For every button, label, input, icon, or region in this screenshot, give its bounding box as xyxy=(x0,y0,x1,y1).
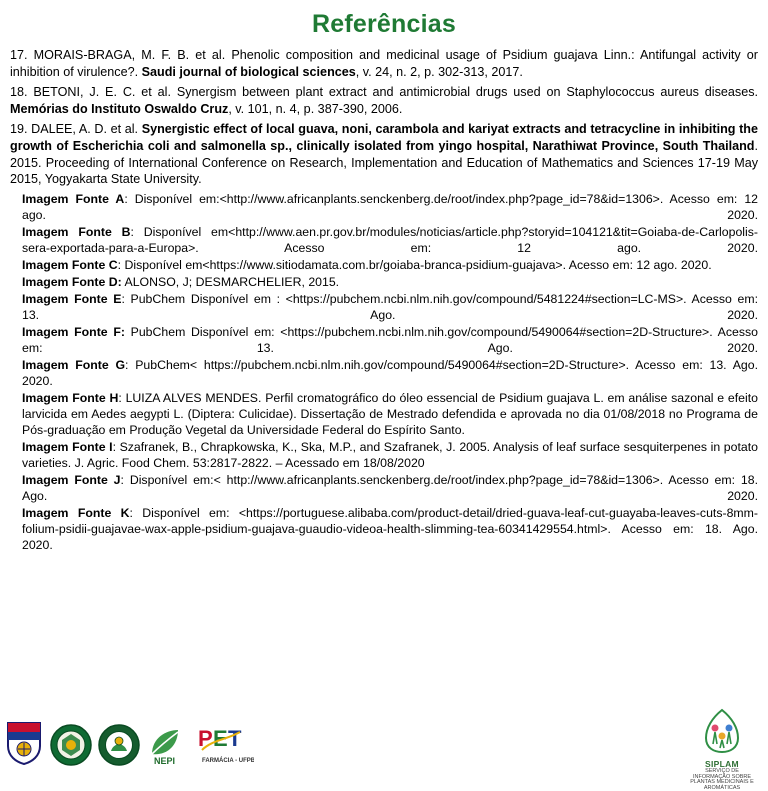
body-text: 17. MORAIS-BRAGA, M. F. B. et al. Phenolic composition and medicinal usage of Psidium guajava Linn.: Antifungal activity or inhibition of virulence?. xyxy=(10,48,758,79)
emphasis-text: Imagem Fonte G xyxy=(22,357,126,372)
source-d xyxy=(10,275,758,291)
emphasis-text: Imagem Fonte I xyxy=(22,439,113,454)
body-text: PubChem Disponível em: <https://pubchem.ncbi.nlm.nih.gov/compound/5490064#section=2D-Structure>. Acesso em: 13. Ago. 2020. xyxy=(22,324,758,355)
body-text: : Szafranek, B., Chrapkowska, K., Ska, M.P., and Szafranek, J. 2005. Analysis of leaf surface sesquiterpenes in potato varieties. J. Agric. Food Chem. 53:2817-2822. – Acessado em 18/08/2020 xyxy=(22,439,758,470)
body-text: : Disponível em<https://www.sitiodamata.com.br/goiaba-branca-psidium-guajava>. Acesso em: 12 ago. 2020. xyxy=(117,257,712,272)
source-b xyxy=(10,225,758,257)
body-text: . 2015. Proceeding of International Conference on Research, Implementation and Education of Mathematics and Sciences 17-19 May 2015, Yogyakarta State University. xyxy=(10,139,758,187)
body-text: : Disponível em<http://www.aen.pr.gov.br/modules/noticias/article.php?storyid=104121&tit=Goiaba-de-Carlopolis-sera-exportada-para-a-Europa>. Acesso em: 12 ago. 2020. xyxy=(22,224,759,255)
emphasis-text: Imagem Fonte B xyxy=(22,224,131,239)
siplam-title: SIPLAM xyxy=(705,759,739,769)
svg-text:E: E xyxy=(213,726,228,751)
emphasis-text: Imagem Fonte F: xyxy=(22,324,125,339)
emphasis-text: Imagem Fonte C xyxy=(22,257,118,272)
references-list xyxy=(10,47,758,188)
body-text: : Disponível em:<http://www.africanplants.senckenberg.de/root/index.php?page_id=78&id=1306>. Acesso em: 12 ago. 2020. xyxy=(22,191,758,222)
pet-logo xyxy=(196,720,254,766)
body-text: , v. 24, n. 2, p. 302-313, 2017. xyxy=(355,64,523,79)
emphasis-text: Imagem Fonte E xyxy=(22,291,122,306)
source-k xyxy=(10,506,758,554)
ufes-logo xyxy=(4,720,44,766)
ref-18 xyxy=(10,84,758,117)
emphasis-text: Saudi journal of biological sciences xyxy=(141,64,356,79)
body-text: : Disponível em: <https://portuguese.alibaba.com/product-detail/dried-guava-leaf-cut-guayaba-leaves-cuts-8mm-folium-psidii-guajavae-wax-apple-psidium-guajava-guaudio-videoa-health-slimming-tea-60341429554.html>. Acesso em: 18. Ago. 2020. xyxy=(22,505,758,552)
seal-logo-2 xyxy=(50,724,92,766)
emphasis-text: Imagem Fonte J xyxy=(22,472,121,487)
body-text: ALONSO, J; DESMARCHELIER, 2015. xyxy=(121,274,340,289)
source-e xyxy=(10,292,758,324)
ref-19 xyxy=(10,121,758,187)
body-text: , v. 101, n. 4, p. 387-390, 2006. xyxy=(228,101,403,116)
footer-logos xyxy=(4,720,254,766)
nepi-logo xyxy=(146,724,190,766)
emphasis-text: Imagem Fonte K xyxy=(22,505,130,520)
svg-text:FARMÁCIA - UFPB: FARMÁCIA - UFPB xyxy=(202,758,254,764)
body-text: : Disponível em:< http://www.africanplants.senckenberg.de/root/index.php?page_id=78&id=1306>. Acesso em: 18. Ago. 2020. xyxy=(22,472,758,503)
seal-logo-3 xyxy=(98,724,140,766)
source-h xyxy=(10,391,758,439)
source-a xyxy=(10,192,758,224)
ref-17 xyxy=(10,47,758,80)
page-footer xyxy=(0,710,768,791)
body-text: : PubChem< https://pubchem.ncbi.nlm.nih.gov/compound/5490064#section=2D-Structure>. Acesso em: 13. Ago. 2020. xyxy=(22,357,758,388)
source-f xyxy=(10,325,758,357)
emphasis-text: Synergistic effect of local guava, noni, carambola and kariyat extracts and tetracycline in inhibiting the growth of Escherichia coli and salmonella sp., clinically isolated from yingo hospital, Narathiwat Province, South Thailand xyxy=(10,122,758,154)
source-j xyxy=(10,473,758,505)
emphasis-text: Imagem Fonte D: xyxy=(22,274,122,289)
body-text: : PubChem Disponível em : <https://pubchem.ncbi.nlm.nih.gov/compound/5481224#section=LC-MS>. Acesso em: 13. Ago. 2020. xyxy=(22,291,758,322)
body-text: 18. BETONI, J. E. C. et al. Synergism between plant extract and antimicrobial drugs used on Staphylococcus aureus diseases. xyxy=(10,85,758,100)
siplam-logo xyxy=(686,708,758,791)
body-text: : LUIZA ALVES MENDES. Perfil cromatográfico do óleo essencial de Psidium guajava L. em análise sazonal e efeito larvicida em Aedes aegypti L. (Diptera: Culicidae). Dissertação de Mestrado defendida e aprovada no dia 01/08/2018 no Programa de Pós-graduação em Produção Vegetal da Universidade Federal do Espírito Santo. xyxy=(22,390,758,437)
page-title: Referências xyxy=(312,10,456,38)
source-c xyxy=(10,258,758,274)
source-i xyxy=(10,440,758,472)
emphasis-text: Memórias do Instituto Oswaldo Cruz xyxy=(10,101,229,116)
emphasis-text: Imagem Fonte A xyxy=(22,191,125,206)
image-sources-list xyxy=(10,192,758,554)
emphasis-text: Imagem Fonte H xyxy=(22,390,119,405)
source-g xyxy=(10,358,758,390)
svg-text:T: T xyxy=(228,726,242,751)
svg-text:P: P xyxy=(198,726,213,751)
body-text: 19. DALEE, A. D. et al. xyxy=(10,122,142,137)
svg-text:NEPI: NEPI xyxy=(154,756,176,766)
siplam-subtitle: SERVIÇO DE INFORMAÇÃO SOBRE PLANTAS MEDICINAIS E AROMÁTICAS xyxy=(690,768,754,791)
